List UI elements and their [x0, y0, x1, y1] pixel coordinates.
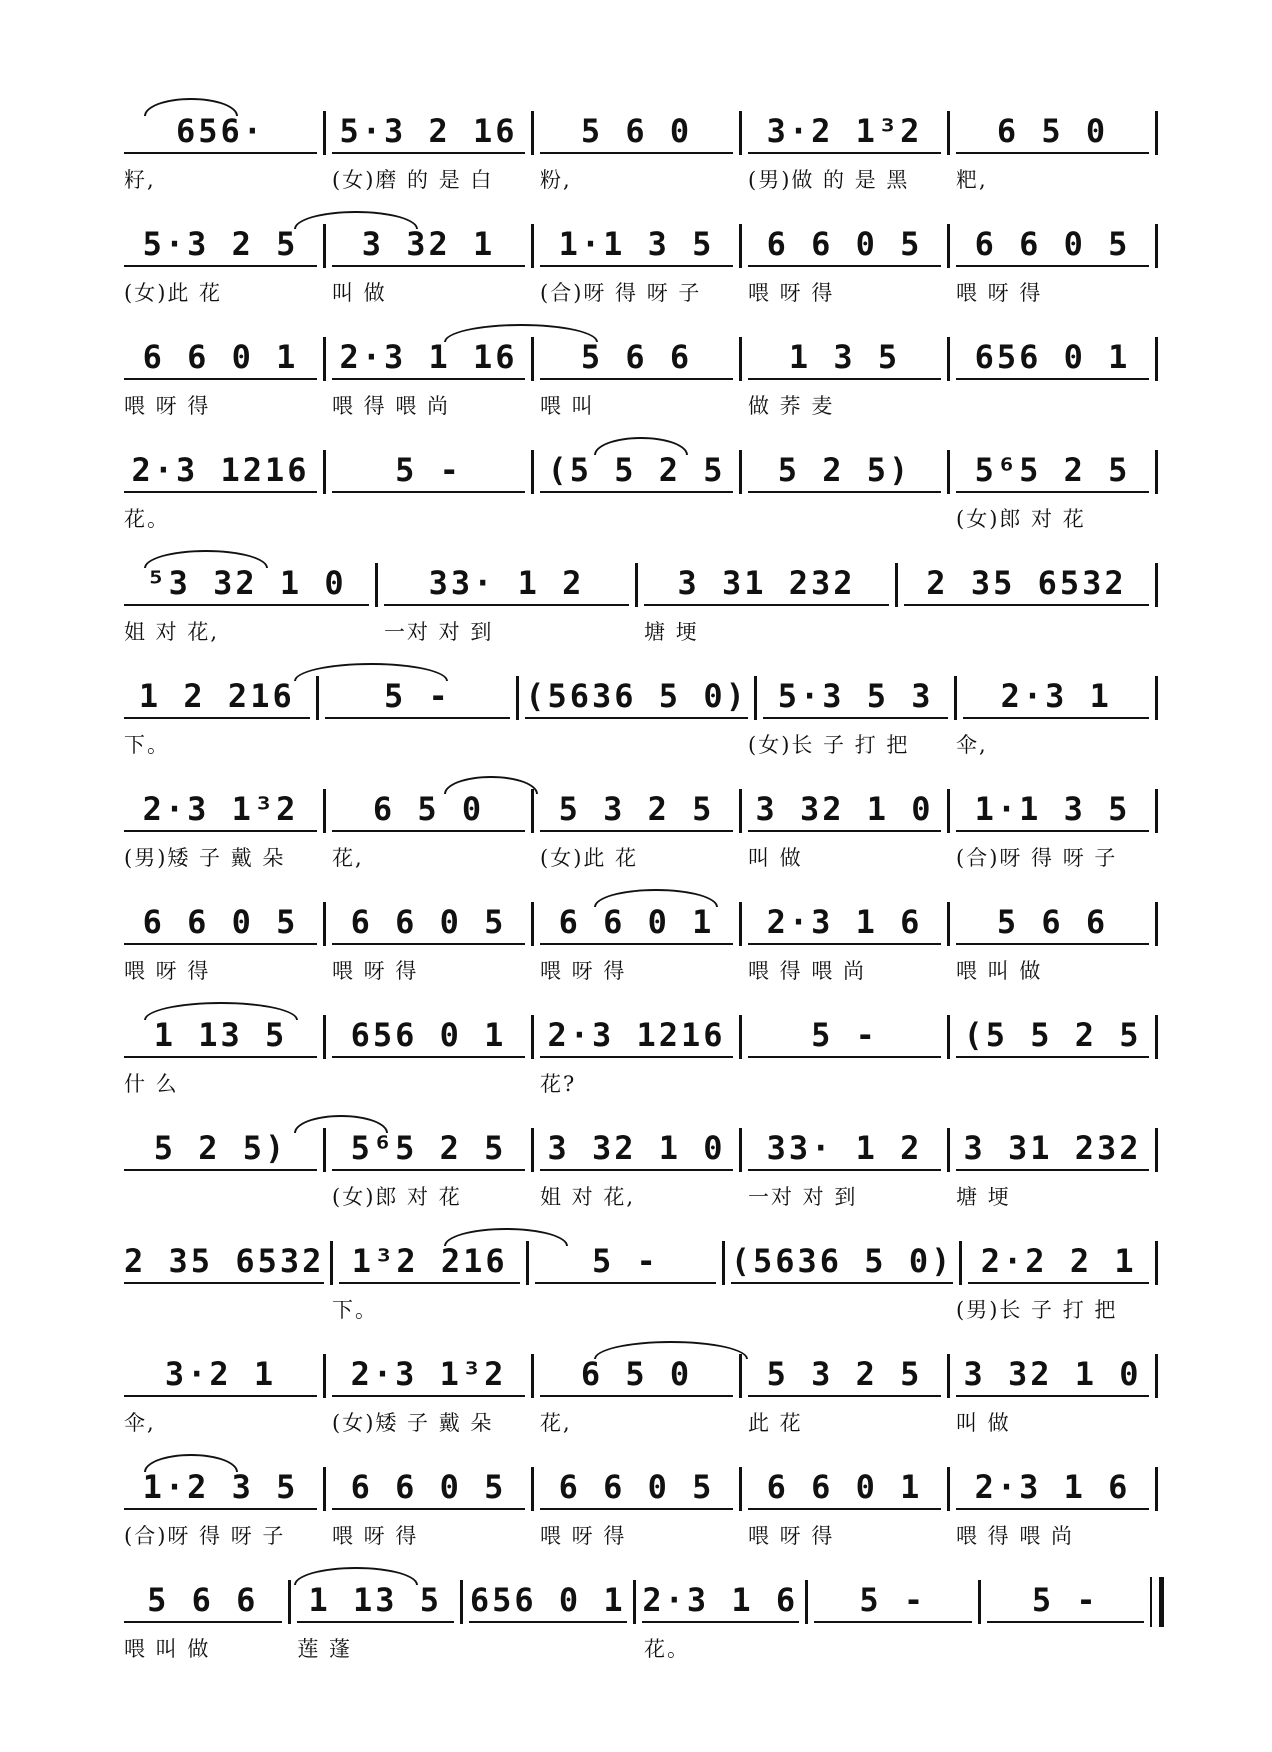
lyric-text: 喂 叫 做: [124, 1637, 211, 1661]
lyric-text: 喂 得 喂 尚: [956, 1524, 1075, 1548]
lyric-text: (合)呀 得 呀 子: [540, 281, 702, 305]
lyric-text: 喂 呀 得: [124, 394, 211, 418]
barline: [1155, 902, 1158, 946]
measure: 2·3 1³2: [332, 1355, 525, 1397]
slur-mark: [294, 663, 448, 681]
barline: [959, 1241, 962, 1285]
barline: [805, 1580, 808, 1624]
lyric-text: [956, 1068, 1164, 1098]
measure: 1·2 3 5: [124, 1468, 317, 1510]
lyric-text: (男)做 的 是 黑: [748, 168, 910, 192]
lyric-text: 喂 呀 得: [540, 1524, 627, 1548]
measure: 5·3 2 16: [332, 112, 525, 154]
lyrics-line: [124, 277, 1164, 307]
slur-mark: [594, 437, 688, 455]
barline: [739, 337, 742, 381]
measure: 656 0 1: [956, 338, 1149, 380]
measure: 5⁶5 2 5: [332, 1129, 525, 1171]
barline: [1155, 111, 1158, 155]
lyric-text: [748, 503, 956, 533]
lyric-text: (合)呀 得 呀 子: [124, 1524, 286, 1548]
measure: 1 2 216: [124, 677, 310, 719]
lyric-text: (女)郎 对 花: [332, 1185, 462, 1209]
barline: [739, 1015, 742, 1059]
barline: [531, 1467, 534, 1511]
lyric-text: 姐 对 花,: [540, 1185, 636, 1209]
measure: 3·2 1³2: [748, 112, 941, 154]
lyric-text: 喂 呀 得: [124, 959, 211, 983]
barline: [633, 1580, 636, 1624]
measure: 2·3 1 6: [642, 1581, 800, 1623]
lyric-text: [124, 1294, 332, 1324]
measure: 5 -: [987, 1581, 1145, 1623]
score-line: [124, 320, 1164, 433]
notation-staff: [124, 221, 1164, 271]
slur-mark: [444, 1228, 568, 1246]
barline: [1155, 337, 1158, 381]
barline: [531, 450, 534, 494]
barline: [516, 676, 519, 720]
score-line: [124, 207, 1164, 320]
lyric-text: 姐 对 花,: [124, 620, 220, 644]
barline: [739, 450, 742, 494]
notation-staff: [124, 108, 1164, 158]
lyric-text: 花。: [124, 507, 170, 531]
lyric-text: 喂 得 喂 尚: [332, 394, 451, 418]
lyric-text: [332, 729, 540, 759]
barline: [947, 902, 950, 946]
measure: 5 6 6: [540, 338, 733, 380]
lyric-text: (男)矮 子 戴 朵: [124, 846, 286, 870]
measure: 2·3 1216: [124, 451, 317, 493]
measure: 1·1 3 5: [956, 790, 1149, 832]
lyric-text: 喂 呀 得: [540, 959, 627, 983]
measure: 1³2 216: [339, 1242, 520, 1284]
measure: 5 -: [535, 1242, 716, 1284]
measure: 2·3 1 6: [956, 1468, 1149, 1510]
lyric-text: [817, 1633, 990, 1663]
barline: [947, 1015, 950, 1059]
barline: [1155, 676, 1158, 720]
barline: [1155, 450, 1158, 494]
measure: 6 6 0 5: [332, 1468, 525, 1510]
measure: 1 3 5: [748, 338, 941, 380]
measure: (5 5 2 5: [956, 1016, 1149, 1058]
barline: [531, 224, 534, 268]
barline: [323, 1015, 326, 1059]
slur-mark: [444, 324, 598, 342]
measure: 6 6 0 5: [956, 225, 1149, 267]
notation-staff: [124, 673, 1164, 723]
measure: 5 -: [748, 1016, 941, 1058]
barline: [531, 111, 534, 155]
lyric-text: 喂 呀 得: [332, 959, 419, 983]
lyric-text: 喂 呀 得: [956, 281, 1043, 305]
lyric-text: 伞,: [956, 733, 988, 757]
lyric-text: (女)长 子 打 把: [748, 733, 910, 757]
barline: [531, 1354, 534, 1398]
measure: 6 6 0 5: [332, 903, 525, 945]
barline: [323, 1467, 326, 1511]
measure: 5⁶5 2 5: [956, 451, 1149, 493]
barline: [323, 111, 326, 155]
measure: 1 13 5: [124, 1016, 317, 1058]
lyrics-line: [124, 1407, 1164, 1437]
barline: [722, 1241, 725, 1285]
barline: [375, 563, 378, 607]
measure: 6 5 0: [332, 790, 525, 832]
lyric-text: 此 花: [748, 1411, 803, 1435]
lyrics-line: [124, 390, 1164, 420]
barline: [531, 1015, 534, 1059]
slur-mark: [144, 1002, 298, 1020]
lyric-text: 花。: [643, 1637, 690, 1661]
slur-mark: [144, 550, 268, 568]
measure: 6 5 0: [540, 1355, 733, 1397]
lyrics-line: [124, 1520, 1164, 1550]
lyrics-line: [124, 503, 1164, 533]
barline: [330, 1241, 333, 1285]
barline: [323, 337, 326, 381]
score-line: [124, 885, 1164, 998]
score-line: [124, 998, 1164, 1111]
lyric-text: 花,: [332, 846, 364, 870]
score-line: [124, 1450, 1164, 1563]
slur-mark: [594, 889, 718, 907]
lyric-text: [540, 503, 748, 533]
measure: 5·3 2 5: [124, 225, 317, 267]
measure: 2 35 6532: [904, 564, 1149, 606]
notation-staff: [124, 1464, 1164, 1514]
barline: [323, 789, 326, 833]
measure: 3 32 1 0: [540, 1129, 733, 1171]
lyrics-line: [124, 1068, 1164, 1098]
lyric-text: 什 么: [124, 1072, 179, 1096]
lyric-text: 喂 得 喂 尚: [748, 959, 867, 983]
measure: 5 6 6: [956, 903, 1149, 945]
lyric-text: 叫 做: [956, 1411, 1011, 1435]
lyric-text: [991, 1633, 1164, 1663]
measure: 6 6 0 1: [540, 903, 733, 945]
score-line: [124, 659, 1164, 772]
measure: 3·2 1: [124, 1355, 317, 1397]
measure: 656·: [124, 112, 317, 154]
barline: [323, 224, 326, 268]
measure: 5 2 5): [124, 1129, 317, 1171]
lyric-text: 粑,: [956, 168, 988, 192]
lyric-text: 塘 埂: [956, 1185, 1011, 1209]
measure: 2·2 2 1: [968, 1242, 1149, 1284]
barline: [531, 902, 534, 946]
measure: 1 13 5: [297, 1581, 455, 1623]
barline: [947, 789, 950, 833]
measure: 5 2 5): [748, 451, 941, 493]
barline: [1155, 1241, 1158, 1285]
barline: [947, 1354, 950, 1398]
barline: [323, 902, 326, 946]
measure: ⁵3 32 1 0: [124, 564, 369, 606]
measure: (5636 5 0): [525, 677, 748, 719]
slur-mark: [294, 211, 418, 229]
lyric-text: 叫 做: [332, 281, 387, 305]
slur-mark: [294, 1567, 418, 1585]
measure: 5 3 2 5: [748, 1355, 941, 1397]
final-barline: [1150, 1577, 1164, 1627]
lyric-text: 做 荞 麦: [748, 394, 835, 418]
barline: [288, 1580, 291, 1624]
measure: 6 6 0 1: [748, 1468, 941, 1510]
barline: [947, 337, 950, 381]
barline: [526, 1241, 529, 1285]
barline: [947, 1467, 950, 1511]
barline: [1155, 789, 1158, 833]
barline: [1155, 563, 1158, 607]
barline: [947, 450, 950, 494]
lyric-text: 下。: [124, 733, 170, 757]
lyric-text: (女)此 花: [540, 846, 639, 870]
notation-staff: [124, 1238, 1164, 1288]
measure: 5 -: [332, 451, 525, 493]
measure: 3 32 1: [332, 225, 525, 267]
score-line: [124, 1111, 1164, 1224]
measure: 5 6 6: [124, 1581, 282, 1623]
notation-staff: [124, 334, 1164, 384]
barline: [531, 789, 534, 833]
slur-mark: [144, 98, 238, 116]
barline: [739, 1354, 742, 1398]
barline: [739, 1128, 742, 1172]
barline: [1155, 1015, 1158, 1059]
barline: [754, 676, 757, 720]
score-line: [124, 772, 1164, 885]
score-line: [124, 1337, 1164, 1450]
score-line: [124, 433, 1164, 546]
measure: 1·1 3 5: [540, 225, 733, 267]
measure: 2·3 1 16: [332, 338, 525, 380]
notation-staff: [124, 1125, 1164, 1175]
lyric-text: [124, 1181, 332, 1211]
measure: 6 6 0 5: [124, 903, 317, 945]
barline: [1155, 1467, 1158, 1511]
lyric-text: [332, 1068, 540, 1098]
barline: [978, 1580, 981, 1624]
measure: 33· 1 2: [384, 564, 629, 606]
score-line: [124, 1224, 1164, 1337]
score-line: [124, 94, 1164, 207]
barline: [323, 450, 326, 494]
measure: 2·3 1 6: [748, 903, 941, 945]
lyric-text: (女)郎 对 花: [956, 507, 1086, 531]
slur-mark: [144, 1454, 238, 1472]
measure: 2·3 1216: [540, 1016, 733, 1058]
measure: 3 32 1 0: [748, 790, 941, 832]
lyric-text: 喂 呀 得: [332, 1524, 419, 1548]
lyric-text: [748, 1068, 956, 1098]
barline: [531, 337, 534, 381]
measure: 5 6 0: [540, 112, 733, 154]
score-line: [124, 1563, 1164, 1676]
lyric-text: 花?: [540, 1072, 577, 1096]
measure: 5 3 2 5: [540, 790, 733, 832]
barline: [460, 1580, 463, 1624]
score-line: [124, 546, 1164, 659]
measure: 5 -: [814, 1581, 972, 1623]
barline: [947, 111, 950, 155]
lyrics-line: [124, 955, 1164, 985]
lyric-text: 一对 对 到: [384, 620, 494, 644]
lyric-text: (男)长 子 打 把: [956, 1298, 1118, 1322]
measure: 5·3 5 3: [763, 677, 949, 719]
barline: [739, 789, 742, 833]
barline: [323, 1128, 326, 1172]
measure: 2 35 6532: [124, 1242, 324, 1284]
slur-mark: [444, 776, 538, 794]
lyric-text: 喂 呀 得: [748, 1524, 835, 1548]
barline: [739, 224, 742, 268]
barline: [1155, 1128, 1158, 1172]
barline: [1155, 1354, 1158, 1398]
lyric-text: 莲 蓬: [297, 1637, 353, 1661]
barline: [739, 1467, 742, 1511]
barline: [531, 1128, 534, 1172]
barline: [323, 1354, 326, 1398]
lyric-text: 喂 叫 做: [956, 959, 1043, 983]
measure: 3 31 232: [644, 564, 889, 606]
lyric-text: 伞,: [124, 1411, 156, 1435]
measure: (5 5 2 5: [540, 451, 733, 493]
lyrics-line: [124, 1633, 1164, 1663]
lyric-text: [540, 1294, 748, 1324]
measure: 6 6 0 1: [124, 338, 317, 380]
lyric-text: [332, 503, 540, 533]
lyric-text: (女)矮 子 戴 朵: [332, 1411, 494, 1435]
slur-mark: [294, 1115, 388, 1133]
lyric-text: 喂 叫: [540, 394, 595, 418]
measure: 33· 1 2: [748, 1129, 941, 1171]
lyric-text: (女)此 花: [124, 281, 223, 305]
lyrics-line: [124, 842, 1164, 872]
notation-staff: [124, 786, 1164, 836]
barline: [739, 111, 742, 155]
lyric-text: (女)磨 的 是 白: [332, 168, 494, 192]
barline: [635, 563, 638, 607]
barline: [947, 224, 950, 268]
measure: 3 31 232: [956, 1129, 1149, 1171]
lyric-text: 叫 做: [748, 846, 803, 870]
lyric-text: [956, 390, 1164, 420]
barline: [947, 1128, 950, 1172]
lyric-text: 一对 对 到: [748, 1185, 858, 1209]
lyric-text: 塘 埂: [644, 620, 699, 644]
measure: 5 -: [325, 677, 511, 719]
lyric-text: (合)呀 得 呀 子: [956, 846, 1118, 870]
lyric-text: 下。: [332, 1298, 378, 1322]
lyrics-line: [124, 616, 1164, 646]
lyric-text: [471, 1633, 644, 1663]
barline: [1155, 224, 1158, 268]
measure: 6 6 0 5: [540, 1468, 733, 1510]
notation-staff: [124, 560, 1164, 610]
measure: 2·3 1: [963, 677, 1149, 719]
lyric-text: [904, 616, 1164, 646]
lyric-text: [748, 1294, 956, 1324]
lyrics-line: [124, 729, 1164, 759]
lyric-text: 花,: [540, 1411, 572, 1435]
measure: (5636 5 0): [731, 1242, 954, 1284]
music-score: [124, 94, 1164, 1676]
measure: 656 0 1: [332, 1016, 525, 1058]
slur-mark: [594, 1341, 748, 1359]
notation-staff: [124, 1577, 1164, 1627]
measure: 6 5 0: [956, 112, 1149, 154]
lyric-text: 籽,: [124, 168, 156, 192]
measure: 6 6 0 5: [748, 225, 941, 267]
barline: [316, 676, 319, 720]
barline: [739, 902, 742, 946]
measure: 3 32 1 0: [956, 1355, 1149, 1397]
lyrics-line: [124, 164, 1164, 194]
lyrics-line: [124, 1294, 1164, 1324]
lyric-text: 粉,: [540, 168, 572, 192]
lyrics-line: [124, 1181, 1164, 1211]
lyric-text: [540, 729, 748, 759]
barline: [954, 676, 957, 720]
barline: [895, 563, 898, 607]
lyric-text: 喂 呀 得: [748, 281, 835, 305]
measure: 2·3 1³2: [124, 790, 317, 832]
measure: 656 0 1: [469, 1581, 627, 1623]
